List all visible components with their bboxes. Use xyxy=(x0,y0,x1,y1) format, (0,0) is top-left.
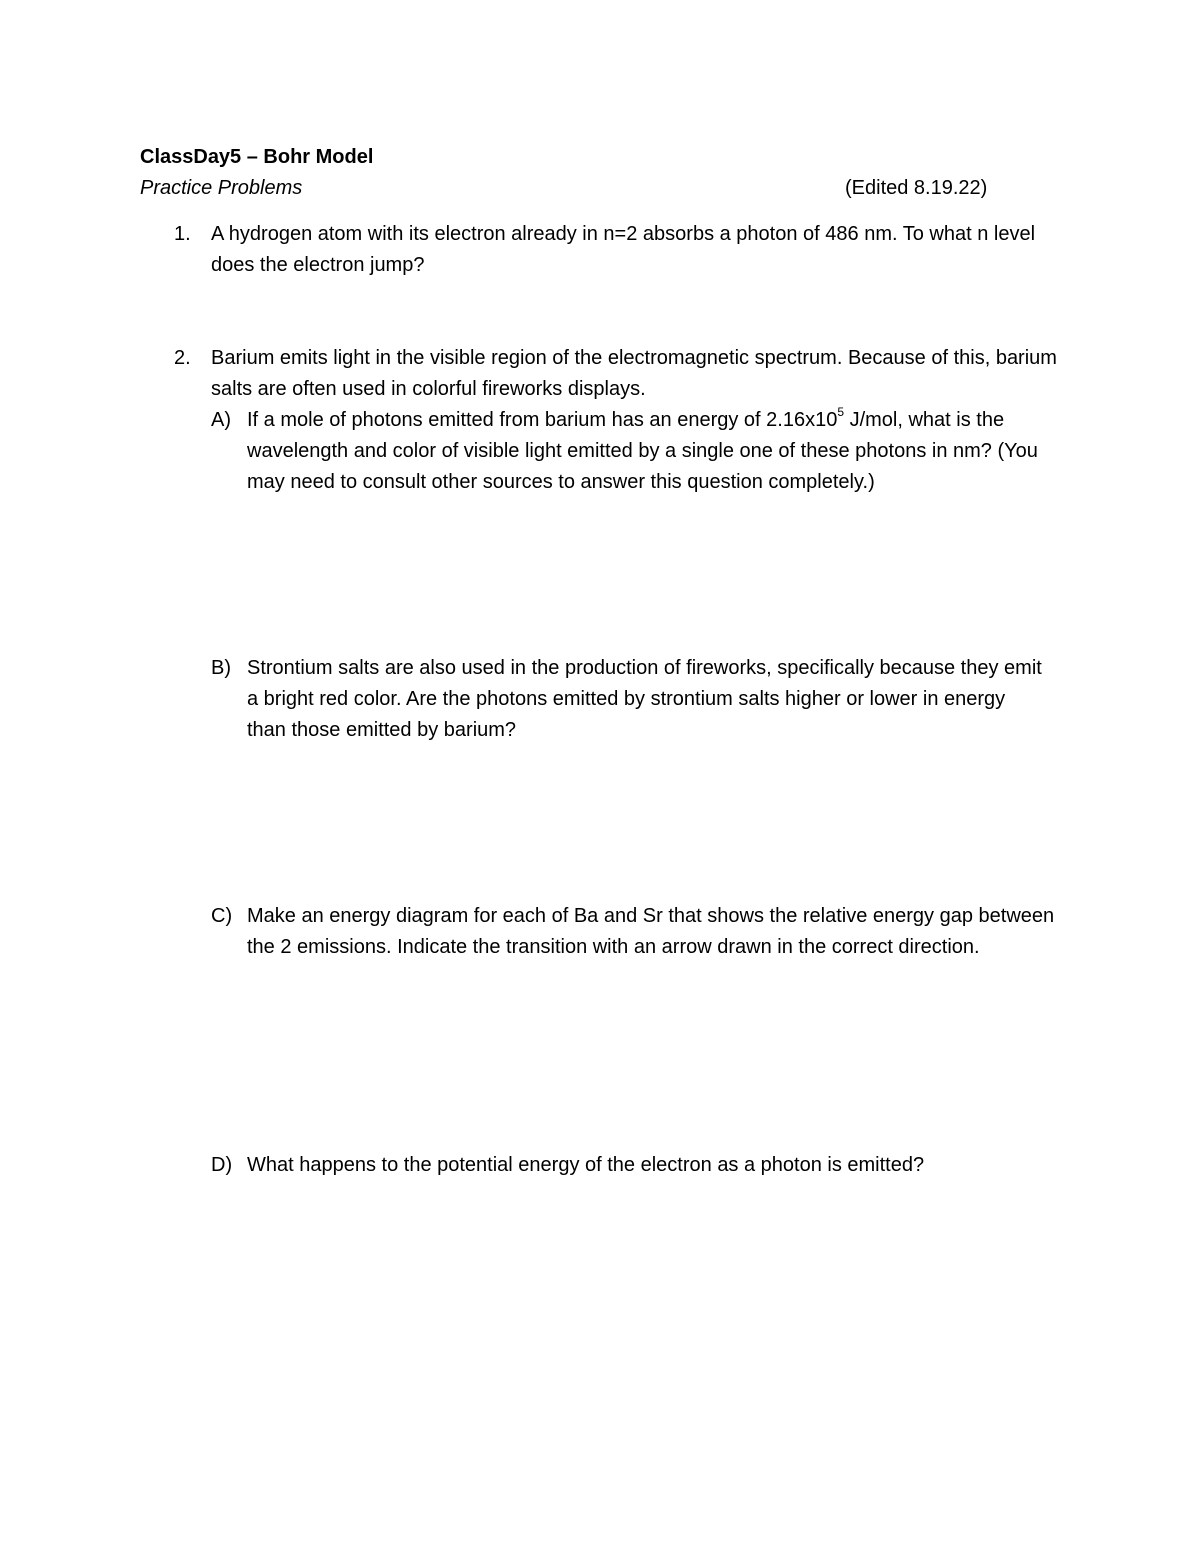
part-a-exponent: 5 xyxy=(837,405,845,420)
part-a-text-after: J/mol, what is the wavelength and color of visible light emitted by a single one of these photons in nm? (You may need to consult other sources to answer this question completely.) xyxy=(247,409,1038,493)
part-b-text: Strontium salts are also used in the production of fireworks, specifically because they emit a bright red color. Are the photons emitted by strontium salts higher or lower in energy than those emitted by barium? xyxy=(247,657,1042,741)
part-b-letter: B) xyxy=(211,657,231,679)
part-a-text xyxy=(247,405,1062,498)
part-a-text-before: If a mole of photons emitted from barium has an energy of 2.16x10 xyxy=(247,409,838,431)
part-d-letter: D) xyxy=(211,1154,233,1176)
question-1-number: 1. xyxy=(174,223,191,245)
part-d-text: What happens to the potential energy of the electron as a photon is emitted? xyxy=(247,1154,925,1176)
page-title: ClassDay5 – Bohr Model xyxy=(140,146,374,168)
question-2-number: 2. xyxy=(174,347,191,369)
part-c-letter: C) xyxy=(211,905,233,927)
page-subtitle: Practice Problems xyxy=(140,177,303,199)
edited-date: (Edited 8.19.22) xyxy=(845,177,988,199)
part-c-text: Make an energy diagram for each of Ba and Sr that shows the relative energy gap between the 2 emissions. Indicate the transition with an arrow drawn in the correct direction. xyxy=(247,905,1055,958)
question-1-text: A hydrogen atom with its electron already in n=2 absorbs a photon of 486 nm. To what n level does the electron jump? xyxy=(211,223,1036,276)
part-a-letter: A) xyxy=(211,409,231,431)
question-2-text: Barium emits light in the visible region of the electromagnetic spectrum. Because of this, barium salts are often used in colorful fireworks displays. xyxy=(211,347,1057,400)
